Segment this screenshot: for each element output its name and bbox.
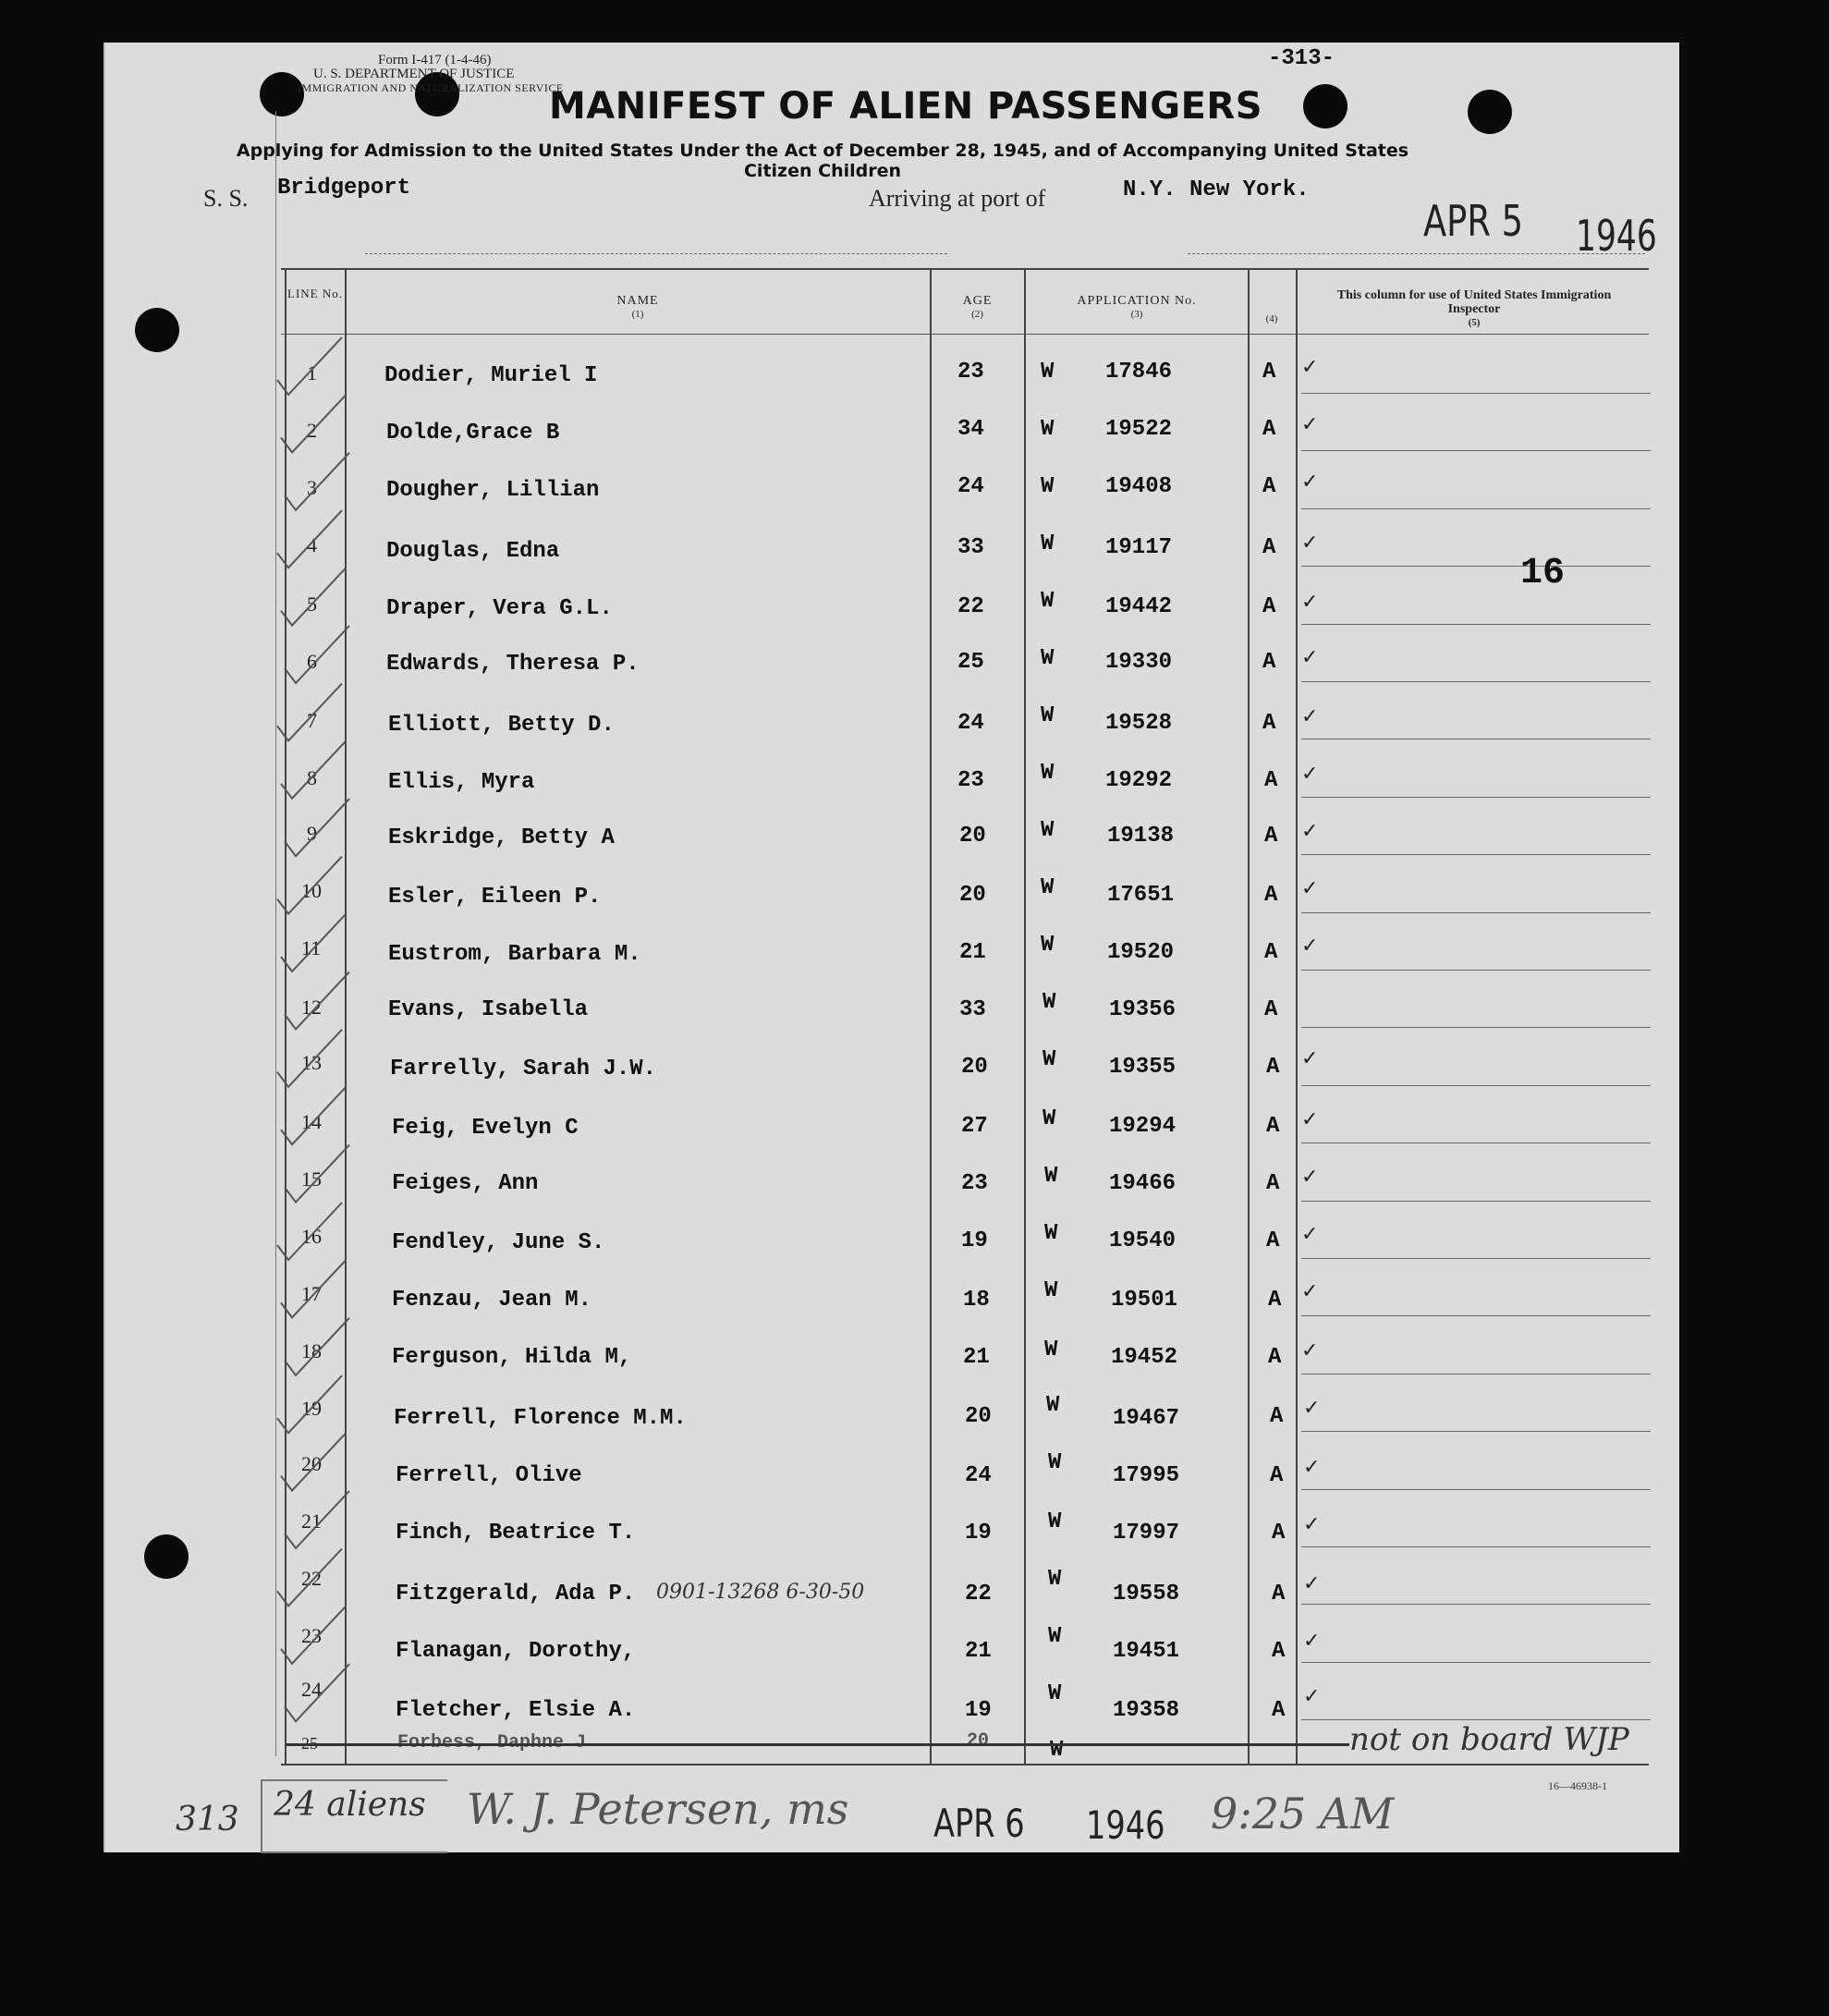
col-header-4: [1250, 312, 1294, 326]
passenger-name: Dougher, Lillian: [386, 478, 600, 503]
line-number: 18: [301, 1339, 322, 1362]
inspector-rule: [1301, 624, 1651, 625]
w-mark: W: [1041, 474, 1055, 499]
w-mark: W: [1041, 417, 1055, 442]
application-number: 19358: [1113, 1698, 1180, 1723]
admit-mark: A: [1262, 417, 1276, 442]
inspector-rule: [1301, 1027, 1651, 1028]
passenger-age: 19: [965, 1698, 992, 1723]
line-number: 9: [307, 822, 317, 845]
line-number: 8: [307, 766, 317, 789]
passenger-name: Ferrell, Florence M.M.: [394, 1406, 687, 1431]
line-number: 25: [301, 1734, 318, 1753]
col-header-inspector-label: This column for use of United States Immigration Inspector: [1336, 288, 1612, 316]
passenger-name: Fenzau, Jean M.: [392, 1288, 592, 1313]
department: U. S. DEPARTMENT OF JUSTICE: [313, 67, 515, 81]
inspector-rule: [1301, 1431, 1651, 1432]
table-row: [0, 1149, 1829, 1206]
col-header-4-num: (4): [1265, 313, 1278, 324]
table-row: [0, 1321, 1829, 1378]
passenger-age: 18: [963, 1288, 990, 1313]
passenger-name: Draper, Vera G.L.: [386, 596, 613, 621]
table-row: [0, 1206, 1829, 1264]
admit-mark: A: [1262, 711, 1276, 736]
application-number: 19292: [1105, 768, 1173, 793]
form-code: 16—46938-1: [1548, 1779, 1607, 1792]
line-number: 4: [307, 533, 317, 556]
inspector-check: ✓: [1301, 1339, 1319, 1362]
passenger-name: Dodier, Muriel I: [384, 363, 598, 388]
footer-time: 9:25 AM: [1211, 1789, 1395, 1839]
w-mark: W: [1048, 1681, 1062, 1706]
table-row: [0, 1493, 1829, 1550]
footer-signature: W. J. Petersen, ms: [467, 1784, 849, 1834]
application-number: 17651: [1107, 883, 1175, 908]
inspector-check: ✓: [1301, 1223, 1319, 1246]
admit-mark: A: [1262, 474, 1276, 499]
line-number: 2: [307, 419, 317, 442]
inspector-rule: [1301, 1201, 1651, 1202]
w-mark: W: [1041, 531, 1055, 556]
table-row: [0, 1264, 1829, 1321]
ship-underline: [365, 253, 947, 254]
application-number: 19356: [1109, 997, 1177, 1022]
col-header-application-num: (3): [1130, 309, 1143, 320]
col-header-age: [933, 294, 1021, 322]
passenger-age: 34: [957, 417, 984, 442]
inspector-check: ✓: [1301, 820, 1319, 843]
passenger-name: Feig, Evelyn C: [392, 1116, 579, 1141]
admit-mark: A: [1262, 594, 1276, 619]
inspector-rule: [1301, 797, 1651, 798]
passenger-age: 27: [961, 1114, 988, 1139]
passenger-age: 20: [959, 824, 986, 849]
admit-mark: A: [1264, 940, 1278, 965]
admit-mark: A: [1268, 1288, 1282, 1313]
admit-mark: A: [1268, 1345, 1282, 1370]
passenger-name: Flanagan, Dorothy,: [396, 1639, 636, 1664]
w-mark: W: [1044, 1164, 1058, 1189]
passenger-age: 21: [959, 940, 986, 965]
w-mark: W: [1041, 703, 1055, 728]
application-number: 19117: [1105, 535, 1173, 560]
inspector-rule: [1301, 393, 1651, 394]
application-number: 19501: [1111, 1288, 1178, 1313]
table-row: [0, 1092, 1829, 1149]
w-mark: W: [1041, 761, 1055, 786]
w-mark: W: [1044, 1221, 1058, 1246]
inspector-check: ✓: [1301, 470, 1319, 494]
footer-stamp-year: 1946: [1086, 1802, 1165, 1848]
application-number: 19138: [1107, 824, 1175, 849]
passenger-age: 21: [963, 1345, 990, 1370]
line-number: 13: [301, 1051, 322, 1074]
passenger-age: 21: [965, 1639, 992, 1664]
passenger-name: Forbess, Daphne J: [397, 1732, 587, 1753]
application-number: 17846: [1105, 360, 1173, 385]
line-number: 1: [307, 361, 317, 385]
table-row: [0, 920, 1829, 977]
table-row: [0, 1665, 1829, 1722]
inspector-rule: [1301, 1546, 1651, 1547]
table-row: [0, 347, 1829, 404]
application-number: 19294: [1109, 1114, 1177, 1139]
passenger-age: 20: [959, 883, 986, 908]
not-on-board-note: not on board WJP: [1349, 1721, 1629, 1758]
w-mark: W: [1041, 818, 1055, 843]
passenger-name: Fitzgerald, Ada P.: [396, 1582, 636, 1607]
admit-mark: A: [1262, 535, 1276, 560]
page-number: -313-: [1268, 46, 1335, 71]
col-header-line: LINE No.: [287, 287, 343, 300]
punch-hole: [135, 308, 179, 352]
line-number: 14: [301, 1110, 322, 1133]
application-number: 17997: [1113, 1521, 1180, 1546]
passenger-name: Edwards, Theresa P.: [386, 652, 640, 677]
passenger-name: Fletcher, Elsie A.: [396, 1698, 636, 1723]
inspector-rule: [1301, 1374, 1651, 1375]
inspector-check: ✓: [1303, 1513, 1321, 1536]
admit-mark: A: [1272, 1521, 1286, 1546]
w-mark: W: [1041, 360, 1055, 385]
table-row: [0, 1436, 1829, 1493]
w-mark: W: [1048, 1567, 1062, 1592]
inspector-check: ✓: [1301, 356, 1319, 379]
application-number: 17995: [1113, 1463, 1180, 1488]
table-row: [0, 1550, 1829, 1607]
table-row: [0, 1378, 1829, 1436]
application-number: 19467: [1113, 1406, 1180, 1431]
admit-mark: A: [1264, 768, 1278, 793]
application-number: 19522: [1105, 417, 1173, 442]
admit-mark: A: [1272, 1698, 1286, 1723]
col-header-name-label: NAME: [616, 294, 659, 308]
w-mark: W: [1048, 1450, 1062, 1475]
admit-mark: A: [1270, 1404, 1284, 1429]
footer-page-ref: 313: [176, 1801, 239, 1839]
w-mark: W: [1043, 1047, 1056, 1072]
line-number: 3: [307, 476, 317, 499]
port-name: N.Y. New York.: [1123, 177, 1310, 202]
line-number: 21: [301, 1509, 322, 1533]
application-number: 19452: [1111, 1345, 1178, 1370]
inspector-rule: [1301, 1604, 1651, 1605]
col-header-inspector: [1312, 288, 1636, 330]
passenger-age: 22: [965, 1582, 992, 1607]
page-subtitle: Applying for Admission to the United States Under the Act of December 28, 1945, and of Accompanying United States Citizen Children: [236, 141, 1409, 181]
passenger-age: 24: [965, 1463, 992, 1488]
passenger-age: 19: [965, 1521, 992, 1546]
col-header-inspector-num: (5): [1468, 317, 1481, 328]
passenger-age: 20: [965, 1404, 992, 1429]
w-mark: W: [1041, 875, 1055, 900]
count-16: 16: [1520, 553, 1566, 594]
passenger-age: 22: [957, 594, 984, 619]
application-number: 19540: [1109, 1228, 1177, 1253]
application-number: 19466: [1109, 1171, 1177, 1196]
admit-mark: A: [1264, 824, 1278, 849]
line-number: 12: [301, 996, 322, 1019]
application-number: 19528: [1105, 711, 1173, 736]
col-header-age-label: AGE: [962, 294, 993, 308]
table-row: [0, 461, 1829, 519]
table-row: [0, 404, 1829, 461]
passenger-name: Ellis, Myra: [388, 770, 535, 795]
inspector-check: ✓: [1301, 877, 1319, 900]
passenger-name: Eskridge, Betty A: [388, 825, 615, 850]
passenger-name: Fendley, June S.: [392, 1230, 605, 1255]
line-number: 10: [301, 879, 322, 902]
passenger-age: 23: [957, 360, 984, 385]
line-number: 20: [301, 1452, 322, 1475]
line-number: 7: [307, 709, 317, 732]
w-mark: W: [1041, 589, 1055, 614]
passenger-name: Esler, Eileen P.: [388, 885, 602, 910]
application-number: 19451: [1113, 1639, 1180, 1664]
application-number: 19355: [1109, 1055, 1177, 1080]
inspector-check: ✓: [1301, 1108, 1319, 1131]
w-mark: W: [1043, 990, 1056, 1015]
admit-mark: A: [1266, 1228, 1280, 1253]
w-mark: W: [1050, 1738, 1064, 1763]
line-number: 17: [301, 1282, 322, 1305]
inspector-rule: [1301, 566, 1651, 567]
w-mark: W: [1041, 646, 1055, 671]
inspector-check: ✓: [1303, 1572, 1321, 1595]
inspector-check: ✓: [1301, 531, 1319, 555]
line-number: 23: [301, 1624, 322, 1647]
passenger-age: 23: [961, 1171, 988, 1196]
col-header-application-label: APPLICATION No.: [1077, 294, 1197, 308]
passenger-age: 20: [961, 1055, 988, 1080]
line-number: 5: [307, 593, 317, 616]
inspector-check: ✓: [1303, 1685, 1321, 1708]
table-head-rule: [281, 334, 1649, 335]
arrival-stamp-date: APR 5: [1423, 196, 1524, 246]
arriving-label: Arriving at port of: [869, 185, 1046, 212]
inspector-check: ✓: [1301, 1166, 1319, 1189]
admit-mark: A: [1272, 1582, 1286, 1607]
passenger-name: Feiges, Ann: [392, 1171, 539, 1196]
inspector-check: ✓: [1301, 935, 1319, 958]
inspector-rule: [1301, 970, 1651, 971]
inspector-check: ✓: [1303, 1630, 1321, 1653]
inspector-rule: [1301, 854, 1651, 855]
arrival-stamp-year: 1946: [1576, 211, 1657, 261]
passenger-age: 23: [957, 768, 984, 793]
inspector-rule: [1301, 508, 1651, 509]
line-number: 24: [301, 1678, 322, 1701]
w-mark: W: [1046, 1393, 1060, 1418]
admit-mark: A: [1272, 1639, 1286, 1664]
inspector-check: ✓: [1301, 1280, 1319, 1303]
col-header-application: [1028, 294, 1246, 322]
passenger-name: Evans, Isabella: [388, 997, 589, 1022]
passenger-name: Elliott, Betty D.: [388, 713, 615, 738]
table-row: [0, 1607, 1829, 1665]
admit-mark: A: [1264, 997, 1278, 1022]
punch-hole: [1303, 84, 1347, 128]
col-header-name-num: (1): [631, 309, 644, 320]
passenger-age: 25: [957, 650, 984, 675]
passenger-age: 24: [957, 711, 984, 736]
inspector-check: ✓: [1301, 705, 1319, 728]
inspector-check: ✓: [1301, 413, 1319, 436]
page-title: MANIFEST OF ALIEN PASSENGERS: [548, 85, 1263, 128]
row22-note: 0901-13268 6-30-50: [656, 1581, 865, 1604]
service: IMMIGRATION AND NATURALIZATION SERVICE: [298, 81, 564, 94]
inspector-rule: [1301, 1315, 1651, 1316]
inspector-rule: [1301, 681, 1651, 682]
passenger-name: Ferrell, Olive: [396, 1463, 582, 1488]
inspector-check: ✓: [1301, 646, 1319, 669]
inspector-check: ✓: [1301, 1047, 1319, 1070]
passenger-name: Dolde,Grace B: [386, 421, 560, 446]
inspector-rule: [1301, 1489, 1651, 1490]
inspector-rule: [1301, 1662, 1651, 1663]
admit-mark: A: [1270, 1463, 1284, 1488]
w-mark: W: [1043, 1106, 1056, 1131]
admit-mark: A: [1262, 650, 1276, 675]
line-number: 15: [301, 1167, 322, 1191]
line-number: 19: [301, 1397, 322, 1420]
inspector-rule: [1301, 1258, 1651, 1259]
passenger-age: 24: [957, 474, 984, 499]
ship-name: Bridgeport: [277, 176, 411, 201]
admit-mark: A: [1262, 360, 1276, 385]
passenger-age: 33: [959, 997, 986, 1022]
admit-mark: A: [1266, 1055, 1280, 1080]
admit-mark: A: [1266, 1114, 1280, 1139]
inspector-rule: [1301, 912, 1651, 913]
passenger-name: Farrelly, Sarah J.W.: [390, 1057, 657, 1081]
application-number: 19442: [1105, 594, 1173, 619]
passenger-age: 20: [967, 1730, 990, 1752]
application-number: 19520: [1107, 940, 1175, 965]
w-mark: W: [1041, 933, 1055, 958]
inspector-check: ✓: [1301, 591, 1319, 614]
ss-label: S. S.: [203, 185, 249, 212]
col-header-age-num: (2): [971, 309, 983, 320]
passenger-name: Finch, Beatrice T.: [396, 1521, 636, 1546]
line-number: 22: [301, 1567, 322, 1590]
passenger-age: 33: [957, 535, 984, 560]
inspector-rule: [1301, 1142, 1651, 1143]
inspector-rule: [1301, 1085, 1651, 1086]
form-number: Form I-417 (1-4-46): [378, 53, 492, 67]
table-row: [0, 977, 1829, 1034]
admit-mark: A: [1264, 883, 1278, 908]
col-header-name: [351, 294, 924, 322]
footer-aliens-count: 24 aliens: [274, 1786, 426, 1824]
punch-hole: [1468, 90, 1512, 134]
line-number: 16: [301, 1225, 322, 1248]
passenger-name: Eustrom, Barbara M.: [388, 942, 641, 967]
table-top-rule: [281, 268, 1649, 270]
line-number: 11: [301, 936, 322, 959]
inspector-rule: [1301, 450, 1651, 451]
admit-mark: A: [1266, 1171, 1280, 1196]
w-mark: W: [1048, 1624, 1062, 1649]
inspector-check: ✓: [1303, 1456, 1321, 1479]
application-number: 19558: [1113, 1582, 1180, 1607]
w-mark: W: [1044, 1338, 1058, 1362]
table-row: [0, 1034, 1829, 1092]
line-number: 6: [307, 650, 317, 673]
footer-stamp-date: APR 6: [933, 1801, 1025, 1846]
application-number: 19408: [1105, 474, 1173, 499]
w-mark: W: [1048, 1509, 1062, 1534]
inspector-check: ✓: [1303, 1397, 1321, 1420]
w-mark: W: [1044, 1278, 1058, 1303]
application-number: 19330: [1105, 650, 1173, 675]
passenger-name: Douglas, Edna: [386, 539, 560, 564]
strike-line: [287, 1743, 1349, 1746]
form-header: [189, 54, 564, 95]
passenger-age: 19: [961, 1228, 988, 1253]
inspector-check: ✓: [1301, 763, 1319, 786]
passenger-name: Ferguson, Hilda M,: [392, 1345, 632, 1370]
